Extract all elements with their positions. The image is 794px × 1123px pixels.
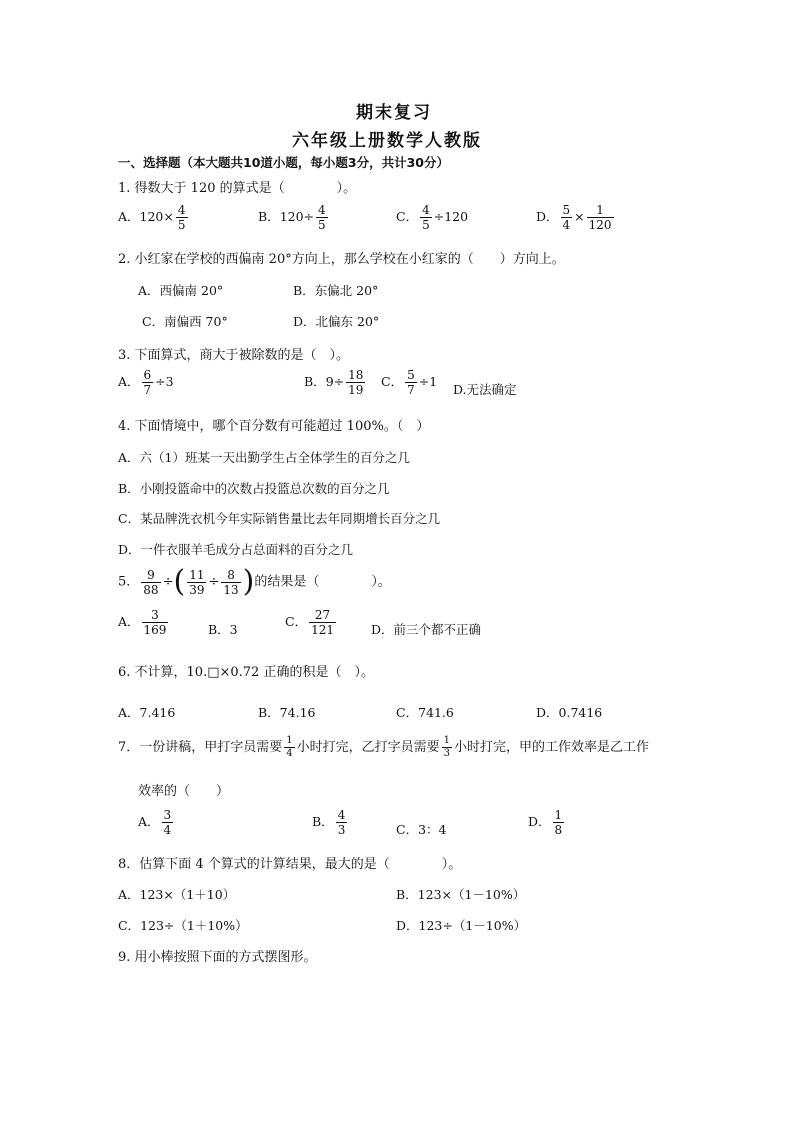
question-9-stem: 9. 用小棒按照下面的方式摆图形。	[118, 950, 317, 965]
question-1-option-c: C． $\frac{4}{5}$ ÷120	[396, 203, 469, 232]
question-1-option-d: D． $\frac{5}{4}$ × $\frac{1}{120}$	[536, 203, 612, 232]
question-1-option-a: A．120× $\frac{4}{5}$	[118, 203, 186, 232]
question-6-option-a: A．7.416	[118, 705, 176, 720]
question-3-option-d: D.无法确定	[453, 382, 517, 397]
question-4-option-d: D．一件衣服羊毛成分占总面料的百分之几	[118, 542, 354, 557]
question-7-stem-line2: 效率的（ ）	[138, 784, 230, 799]
question-6-option-d: D．0.7416	[536, 705, 603, 720]
question-7-option-a: A． $\frac{3}{4}$	[138, 808, 172, 837]
question-7-stem: 7．一份讲稿，甲打字员需要 $\frac{1}{4}$ 小时打完，乙打字员需要 $\frac{1}{3}$ 小时打完，甲的工作效率是乙工作	[118, 735, 650, 759]
page-title: 期末复习	[356, 103, 432, 123]
question-4-option-c: C．某品牌洗衣机今年实际销售量比去年同期增长百分之几	[118, 511, 441, 526]
question-3-option-c: C． $\frac{5}{7}$ ÷1	[381, 368, 438, 397]
question-8-stem: 8．估算下面 4 个算式的计算结果，最大的是（ ）。	[118, 857, 462, 872]
question-3-option-a: A． $\frac{6}{7}$ ÷3	[118, 368, 174, 397]
question-7-option-d: D． $\frac{1}{8}$	[528, 808, 563, 837]
question-2-option-c: C．南偏西 70°	[142, 314, 228, 329]
question-2-option-b: B．东偏北 20°	[293, 283, 379, 298]
question-8-option-c: C．123÷（1＋10%）	[118, 918, 248, 933]
question-6-stem: 6. 不计算，10.□×0.72 正确的积是（ ）。	[118, 665, 374, 680]
question-4-stem: 4. 下面情境中，哪个百分数有可能超过 100%。（ ）	[118, 419, 430, 434]
section-heading: 一、选择题（本大题共10道小题，每小题3分，共计30分）	[118, 155, 449, 170]
page-subtitle: 六年级上册数学人教版	[292, 131, 482, 151]
question-5-option-b: B．3	[208, 622, 238, 637]
question-7-option-c: C．3：4	[396, 822, 447, 837]
question-5-option-a: A． $\frac{3}{169}$	[118, 608, 167, 637]
question-2-option-a: A．西偏南 20°	[138, 283, 224, 298]
question-4-option-b: B．小刚投篮命中的次数占投篮总次数的百分之几	[118, 481, 390, 496]
question-8-option-b: B．123×（1－10%）	[396, 887, 526, 902]
question-8-option-d: D．123÷（1－10%）	[396, 918, 527, 933]
question-3-option-b: B．9÷ $\frac{18}{19}$	[304, 368, 364, 397]
question-3-stem: 3. 下面算式，商大于被除数的是（ ）。	[118, 348, 350, 363]
question-4-option-a: A．六（1）班某一天出勤学生占全体学生的百分之几	[118, 450, 410, 465]
question-5-stem: 5． $\frac{9}{88}$ ÷( $\frac{11}{39}$ ÷ $\frac{8}{13}$ )的结果是（ ）。	[118, 564, 391, 599]
question-1-stem: 1. 得数大于 120 的算式是（ ）。	[118, 181, 357, 196]
question-5-option-c: C． $\frac{27}{121}$	[285, 608, 334, 637]
question-7-option-b: B． $\frac{4}{3}$	[312, 808, 346, 837]
question-2-option-d: D．北偏东 20°	[293, 314, 380, 329]
question-6-option-c: C．741.6	[396, 705, 454, 720]
question-5-option-d: D．前三个都不正确	[371, 622, 482, 637]
question-8-option-a: A．123×（1＋10）	[118, 887, 236, 902]
question-6-option-b: B．74.16	[258, 705, 316, 720]
question-2-stem: 2. 小红家在学校的西偏南 20°方向上，那么学校在小红家的（ ）方向上。	[118, 252, 565, 267]
question-1-option-b: B．120÷ $\frac{4}{5}$	[258, 203, 326, 232]
